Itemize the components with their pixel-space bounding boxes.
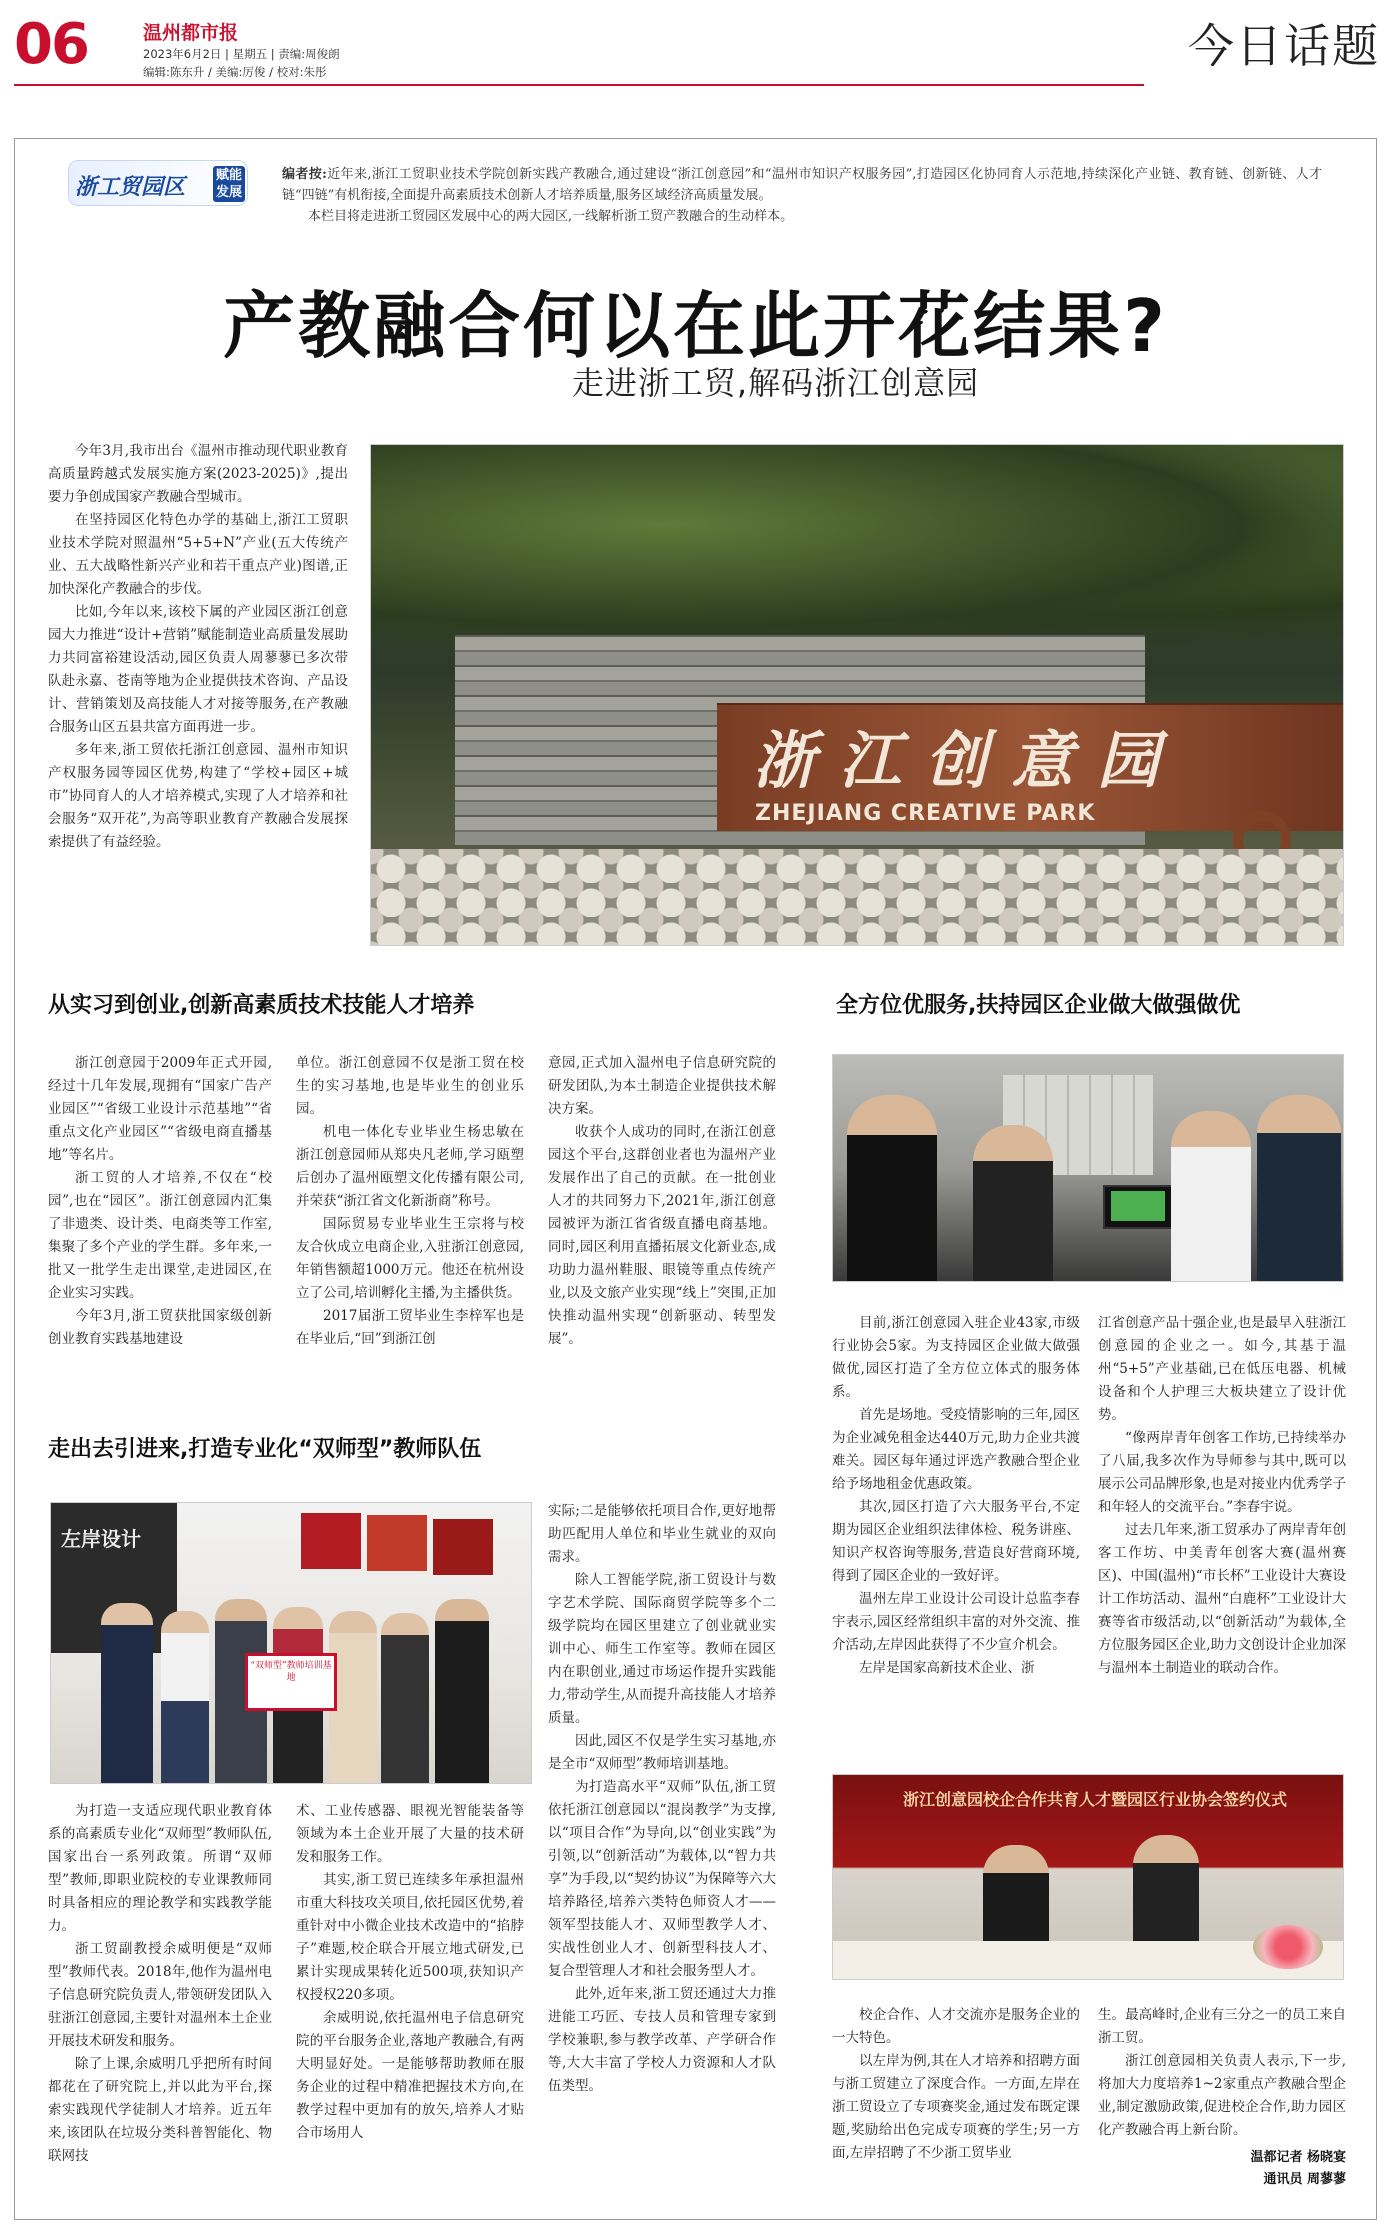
section2-paragraph: 为打造高水平“双师”队伍,浙工贸依托浙江创意园以“混岗教学”为支撑,以“项目合作”为导向,以“创业实践”为引领,以“创新活动”为载体,以“智力共享”为手段,以“契约协议”为保障等六大培养路径,培养六类特色师资人才——领军型技能人才、双师型教学人才、实战性创业人才、创新型科技人才、复合型管理人才和社会服务型人才。 [548, 1779, 776, 1979]
section3-paragraph: 校企合作、人才交流亦是服务企业的一大特色。 [832, 2007, 1080, 2046]
section3-paragraph: 其次,园区打造了六大服务平台,不定期为园区企业组织法律体检、税务讲座、知识产权咨询等服务,营造良好营商环境,得到了园区企业的一致好评。 [832, 1499, 1080, 1584]
date-line: 2023年6月2日 | 星期五 | 责编:周俊朗 [143, 47, 340, 61]
byline-correspondent: 通讯员 周蓼蓼 [1263, 2172, 1346, 2187]
section2-heading: 走出去引进来,打造专业化“双师型”教师队伍 [48, 1437, 482, 1462]
section2-paragraph: 除了上课,余威明几乎把所有时间都花在了研究院上,并以此为平台,探索实践现代学徒制人才培养。近五年来,该团队在垃圾分类科普智能化、物联网技 [48, 2056, 272, 2164]
headline: 产教融合何以在此开花结果? [223, 284, 1168, 368]
section3-heading: 全方位优服务,扶持园区企业做大做强做优 [836, 993, 1241, 1018]
section1-col2 [296, 1052, 524, 1398]
section1-col1 [48, 1052, 272, 1398]
section3-paragraph: 目前,浙江创意园入驻企业43家,市级行业协会5家。为支持园区企业做大做强做优,园区打造了全方位立体式的服务体系。 [832, 1315, 1080, 1400]
section1-paragraph: 2017届浙工贸毕业生李梓军也是在毕业后,“回”到浙江创 [296, 1308, 524, 1347]
editor-note-lead: 编者按: [282, 167, 327, 182]
section1-heading: 从实习到创业,创新高素质技术技能人才培养 [48, 993, 475, 1018]
student [847, 1095, 937, 1282]
student [973, 1125, 1053, 1282]
banner-text: “双师型”教师培训基地 [250, 1661, 332, 1683]
signing-banner: 浙江创意园校企合作共育人才暨园区行业协会签约仪式 [902, 1790, 1287, 1809]
section1-col3 [548, 1052, 776, 1398]
section3-paragraph: 生。最高峰时,企业有三分之一的员工来自浙工贸。 [1098, 2007, 1346, 2046]
section2-paragraph: 其实,浙工贸已连续多年承担温州市重大科技攻关项目,依托园区优势,着重针对中小微企业技术改造中的“掐脖子”难题,校企联合开展立地式研发,已累计实现成果转化近500项,获知识产权授权220多项。 [296, 1872, 524, 2003]
section2-paragraph: 除人工智能学院,浙工贸设计与数字艺术学院、国际商贸学院等多个二级学院均在园区里建立了创业就业实训中心、师生工作室等。教师在园区内在职创业,通过市场运作提升实践能力,带动学生,从而提升高技能人才培养质量。 [548, 1572, 776, 1726]
column-logo-name: 浙工贸园区 [75, 174, 186, 200]
rust-sign [717, 703, 1344, 831]
section2-paragraph: 因此,园区不仅是学生实习基地,亦是全市“双师型”教师培训基地。 [548, 1733, 776, 1772]
section3-paragraph: 温州左岸工业设计公司设计总监李春宇表示,园区经常组织丰富的对外交流、推介活动,左岸因此获得了不少宣介机会。 [832, 1591, 1080, 1653]
section2-paragraph: 浙工贸副教授余威明便是“双师型”教师代表。2018年,他作为温州电子信息研究院负责人,带领研发团队入驻浙江创意园,主要针对温州本土企业开展技术研发和服务。 [48, 1941, 272, 2049]
subheadline: 走进浙工贸,解码浙江创意园 [571, 364, 980, 402]
main-photo [370, 444, 1344, 946]
person [161, 1611, 209, 1784]
intro-paragraph: 比如,今年以来,该校下属的产业园区浙江创意园大力推进“设计+营销”赋能制造业高质量发展助力共同富裕建设活动,园区负责人周蓼蓼已多次带队赴永嘉、苍南等地为企业提供技术咨询、产品设计、营销策划及高技能人才对接等服务,在产教融合服务山区五县共富方面再进一步。 [48, 604, 348, 735]
section2-paragraph: 术、工业传感器、眼视光智能装备等领域为本土企业开展了大量的技术研发和服务工作。 [296, 1803, 524, 1865]
section2-left1 [48, 1800, 272, 2182]
masthead-rule [14, 84, 1144, 86]
column-logo [68, 160, 248, 206]
training-banner [245, 1653, 337, 1711]
students-photo [832, 1054, 1344, 1282]
section3-paragraph: 左岸是国家高新技术企业、浙 [859, 1660, 1035, 1676]
byline-reporter: 温都记者 杨晓宴 [1250, 2150, 1346, 2165]
section3-paragraph: 首先是场地。受疫情影响的三年,园区为企业减免租金达440万元,助力企业共渡难关。园区每年通过评选产教融合型企业给予场地租金优惠政策。 [832, 1407, 1080, 1492]
section1-paragraph: 收获个人成功的同时,在浙江创意园这个平台,这群创业者也为温州产业发展作出了自己的贡献。在一批创业人才的共同努力下,2021年,浙江创意园被评为浙江省省级直播电商基地。同时,园区利用直播拓展文化新业态,成功助力温州鞋服、眼镜等重点传统产业,以及文旅产业实现“线上”突围,正加快推动温州实现“创新驱动、转型发展”。 [548, 1124, 776, 1347]
intro-paragraph: 在坚持园区化特色办学的基础上,浙江工贸职业技术学院对照温州“5+5+N”产业(五大传统产业、五大战略性新兴产业和若干重点产业)图谱,正加快深化产教融合的步伐。 [48, 512, 348, 597]
flower-bouquet [1253, 1925, 1323, 1969]
wall-sign: 左岸设计 [61, 1527, 141, 1551]
section1-paragraph: 浙工贸的人才培养,不仅在“校园”,也在“园区”。浙江创意园内汇集了非遗类、设计类、电商类等工作室,集聚了多个产业的学生群。多年来,一批又一批学生走出课堂,走进园区,在企业实习实践。 [48, 1170, 272, 1301]
pebble-wall [371, 849, 1344, 946]
person [101, 1603, 153, 1784]
section3-paragraph: 江省创意产品十强企业,也是最早入驻浙江创意园的企业之一。如今,其基于温州“5+5”产业基础,已在低压电器、机械设备和个人护理三大板块建立了设计优势。 [1098, 1315, 1346, 1423]
section1-paragraph: 今年3月,浙工贸获批国家级创新创业教育实践基地建设 [48, 1308, 272, 1347]
poster [367, 1515, 427, 1571]
section3-col2 [1098, 1312, 1346, 1750]
section3-paragraph: 以左岸为例,其在人才培养和招聘方面与浙工贸建立了深度合作。一方面,左岸在浙工贸设立了专项赛奖金,通过发布既定课题,奖励给出色完成专项赛的学生;另一方面,左岸招聘了不少浙工贸毕业 [832, 2053, 1080, 2161]
section2-paragraph: 实际;二是能够依托项目合作,更好地帮助匹配用人单位和毕业生就业的双向需求。 [548, 1503, 776, 1565]
section1-paragraph: 单位。浙江创意园不仅是浙工贸在校生的实习基地,也是毕业生的创业乐园。 [296, 1055, 524, 1117]
person [435, 1599, 489, 1784]
student [1257, 1095, 1341, 1282]
editor-note [282, 164, 1322, 227]
section2-paragraph: 为打造一支适应现代职业教育体系的高素质专业化“双师型”教师队伍,国家出台一系列政策。所谓“双师型”教师,即职业院校的专业课教师同时具备相应的理论教学和实践教学能力。 [48, 1803, 272, 1934]
editor-note-2: 本栏目将走进浙工贸园区发展中心的两大园区,一线解析浙工贸产教融合的生动样本。 [308, 209, 794, 224]
editor-note-body: 近年来,浙江工贸职业技术学院创新实践产教融合,通过建设“浙江创意园”和“温州市知识产权服务园”,打造园区化协同育人示范地,持续深化产业链、教育链、创新链、人才链“四链”有机衔接,全面提升高素质技术创新人才培养质量,服务区域经济高质量发展。 [282, 167, 1322, 203]
section1-paragraph: 机电一体化专业毕业生杨忠敏在浙江创意园师从郑央凡老师,学习瓯塑后创办了温州瓯塑文化传播有限公司,并荣获“浙江省文化新浙商”称号。 [296, 1124, 524, 1209]
staff-line: 编辑:陈东升 / 美编:厉俊 / 校对:朱彤 [143, 65, 327, 79]
section3-paragraph: “像两岸青年创客工作坊,已持续举办了八届,我多次作为导师参与其中,既可以展示公司品牌形象,也是对接业内优秀学子和年轻人的交流平台。”李春宇说。 [1098, 1430, 1346, 1515]
column-logo-tag: 赋能发展 [213, 166, 245, 202]
section1-paragraph: 浙江创意园于2009年正式开园,经过十几年发展,现拥有“国家广告产业园区”“省级工业设计示范基地”“省重点文化产业园区”“省级电商直播基地”等名片。 [48, 1055, 272, 1163]
sign-english: ZHEJIANG CREATIVE PARK [755, 801, 1096, 826]
tablet-screen [1111, 1191, 1165, 1221]
section2-paragraph: 余威明说,依托温州电子信息研究院的平台服务企业,落地产教融合,有两大明显好处。一是能够帮助教师在服务企业的过程中精准把握技术方向,在教学过程中更加有的放矢,培养人才贴合市场用人 [296, 2010, 524, 2141]
tree-canopy [371, 445, 1344, 645]
student [1171, 1111, 1251, 1282]
intro-text [48, 440, 348, 950]
section1-paragraph: 意园,正式加入温州电子信息研究院的研发团队,为本土制造企业提供技术解决方案。 [548, 1055, 776, 1117]
section2-right [548, 1500, 776, 2182]
paper-name: 温州都市报 [143, 22, 239, 44]
section3-col3 [832, 2004, 1080, 2190]
section2-paragraph: 此外,近年来,浙工贸还通过大力推进能工巧匠、专技人员和管理专家到学校兼职,参与教学改革、产学研合作等,大大丰富了学校人力资源和人才队伍类型。 [548, 1986, 776, 2094]
section1-paragraph: 国际贸易专业毕业生王宗将与校友合伙成立电商企业,入驻浙江创意园,年销售额超1000万元。他还在杭州设立了公司,培训孵化主播,为主播供货。 [296, 1216, 524, 1301]
poster [301, 1513, 361, 1569]
section3-col4 [1098, 2004, 1346, 2144]
intro-paragraph: 多年来,浙工贸依托浙江创意园、温州市知识产权服务园等园区优势,构建了“学校+园区+城市”协同育人的人才培养模式,实现了人才培养和社会服务“双开花”,为高等职业教育产教融合发展探索提供了有益经验。 [48, 742, 348, 850]
section3-col1 [832, 1312, 1080, 1750]
person [381, 1613, 429, 1784]
page-number: 06 [14, 12, 88, 77]
section3-paragraph: 过去几年来,浙工贸承办了两岸青年创客工作坊、中美青年创客大赛(温州赛区)、中国(温州)“市长杯”工业设计大赛设计工作坊活动、温州“白鹿杯”工业设计大赛等省市级活动,以“创新活动”为载体,全方位服务园区企业,助力文创设计企业加深与温州本土制造业的联动合作。 [1098, 1522, 1346, 1676]
intro-paragraph: 今年3月,我市出台《温州市推动现代职业教育高质量跨越式发展实施方案(2023-2025)》,提出要力争创成国家产教融合型城市。 [48, 443, 348, 505]
group-photo [50, 1502, 532, 1784]
section3-paragraph: 浙江创意园相关负责人表示,下一步,将加大力度培养1~2家重点产教融合型企业,制定激励政策,促进校企合作,助力园区化产教融合再上新台阶。 [1098, 2053, 1346, 2138]
section-title: 今日话题 [1188, 19, 1380, 73]
poster [433, 1519, 493, 1575]
sign-chinese: 浙江创意园 [753, 724, 1184, 797]
section2-left2 [296, 1800, 524, 2182]
signing-photo [832, 1774, 1344, 1980]
